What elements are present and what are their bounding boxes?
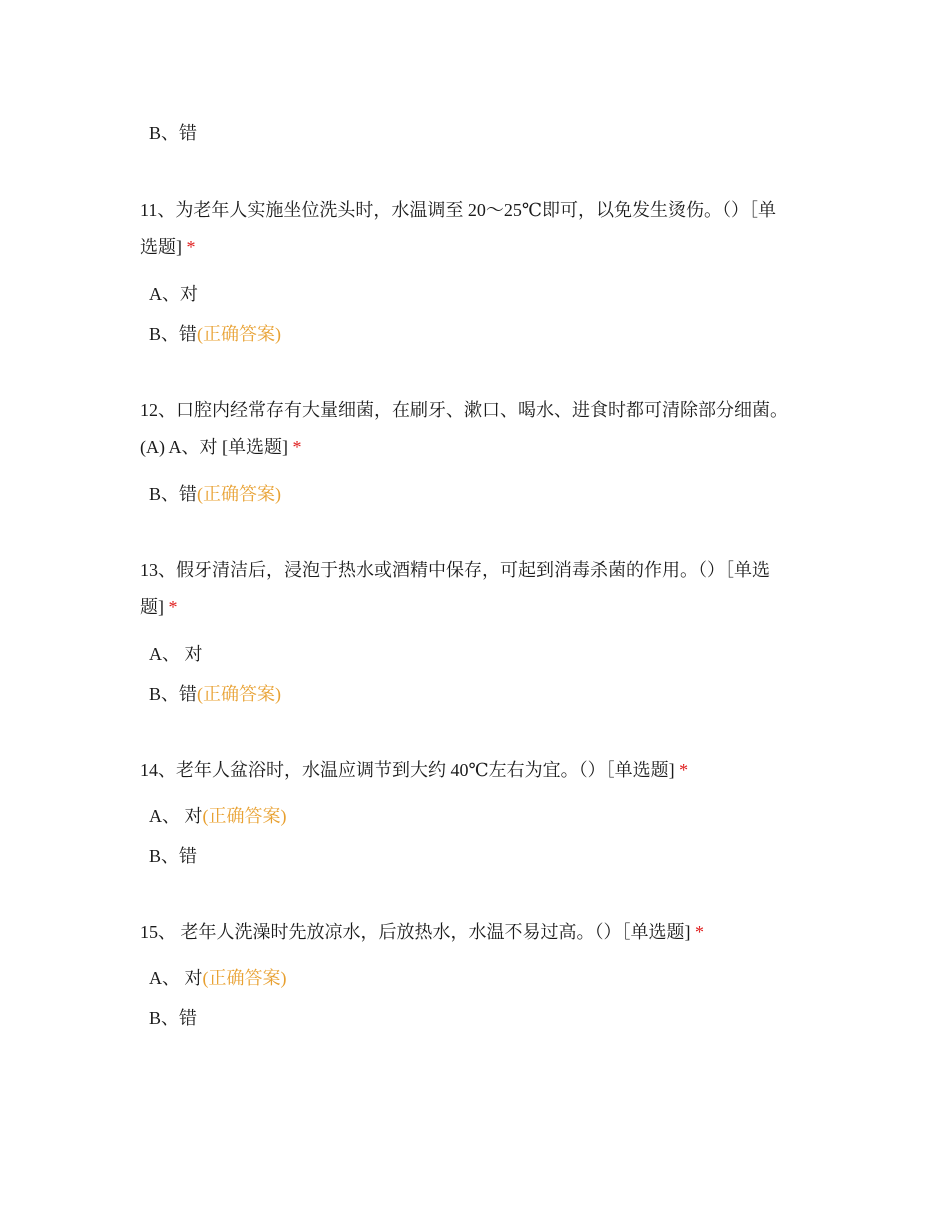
required-star: *	[292, 437, 302, 457]
question-12-text-line-1	[140, 398, 788, 422]
question-14-option-a	[149, 804, 287, 828]
required-star: *	[695, 922, 704, 942]
required-star: *	[168, 597, 178, 617]
question-text: 11、为老年人实施坐位洗头时，水温调至 20～25℃即可，以免发生烫伤。（）［单	[140, 200, 776, 220]
question-11-text-line-1	[140, 198, 776, 222]
option-text: A、 对	[149, 644, 203, 664]
question-text: 选题]	[140, 237, 182, 257]
option-text: A、 对	[149, 968, 203, 988]
question-text: 题]	[140, 597, 164, 617]
question-12-text-line-2	[140, 435, 301, 459]
question-12-option-b	[149, 482, 281, 506]
required-star: *	[186, 237, 196, 257]
question-11-option-a	[149, 282, 198, 306]
question-15-option-b	[149, 1006, 197, 1030]
question-13-option-b	[149, 682, 281, 706]
option-text: B、错	[149, 684, 198, 704]
option-text: B、错	[149, 324, 198, 344]
question-text: 15、 老年人洗澡时先放凉水，后放热水，水温不易过高。（）［单选题]	[140, 922, 691, 942]
question-text: (A) A、对 [单选题]	[140, 437, 288, 457]
question-text: 13、假牙清洁后，浸泡于热水或酒精中保存，可起到消毒杀菌的作用。（）［单选	[140, 560, 770, 580]
option-text: B、错	[149, 846, 198, 866]
correct-answer-note: (正确答案)	[197, 684, 282, 704]
correct-answer-note: (正确答案)	[197, 324, 282, 344]
option-text: A、 对	[149, 806, 203, 826]
correct-answer-note: (正确答案)	[202, 968, 287, 988]
question-14-text-line-1	[140, 758, 688, 782]
option-text: A、对	[149, 284, 198, 304]
question-13-text-line-1	[140, 558, 770, 582]
question-13-text-line-2	[140, 595, 178, 619]
question-11-text-line-2	[140, 235, 196, 259]
question-13-option-a	[149, 642, 203, 666]
correct-answer-note: (正确答案)	[197, 484, 282, 504]
question-14-option-b	[149, 844, 197, 868]
correct-answer-note: (正确答案)	[202, 806, 287, 826]
question-11-option-b	[149, 322, 281, 346]
option-top-b	[149, 121, 197, 145]
question-text: 12、口腔内经常存有大量细菌，在刷牙、漱口、喝水、进食时都可清除部分细菌。	[140, 400, 788, 420]
option-text: B、错	[149, 123, 198, 143]
option-text: B、错	[149, 1008, 198, 1028]
question-15-option-a	[149, 966, 287, 990]
required-star: *	[679, 760, 689, 780]
question-15-text-line-1	[140, 920, 704, 944]
option-text: B、错	[149, 484, 198, 504]
question-text: 14、老年人盆浴时，水温应调节到大约 40℃左右为宜。（）［单选题]	[140, 760, 675, 780]
